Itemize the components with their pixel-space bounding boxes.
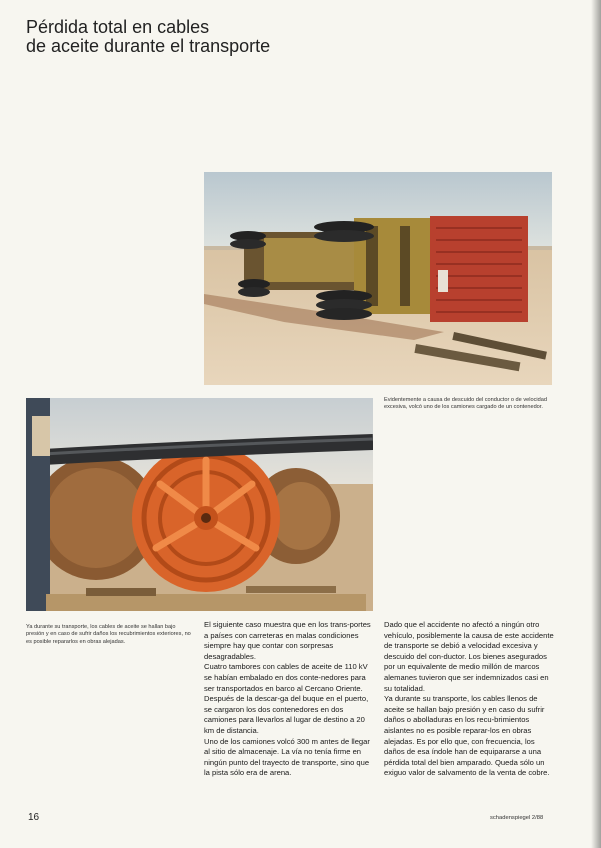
truck-photo-caption: Evidentemente a causa de descuido del conductor o de velocidad excesiva, volcó uno de los camiones cargado de un contenedor. (384, 397, 547, 411)
overturned-truck-photo (204, 172, 552, 385)
cable-drums-photo (26, 398, 373, 611)
body-column-1 (204, 620, 374, 779)
page-number: 16 (28, 812, 40, 823)
page-title (26, 18, 386, 56)
drums-photo-caption: Ya durante su transporte, los cables de aceite se hallan bajo presión y en caso de sufrir daños los recubrimientos exteriores, no es posible repararlos en obras alejadas. (26, 624, 191, 645)
title-line-2: de aceite durante el transporte (26, 36, 271, 56)
page-edge-shadow (591, 0, 601, 848)
body-column-2 (384, 620, 554, 779)
footer-source: schadenspiegel 2/88 (490, 815, 544, 821)
paragraph: Cuatro tambores con cables de aceite de 110 kV se habían embalado en dos conte-nedores para ser transportados en barco al Cercano Oriente. Después de la descar-ga del buque en el puerto, se cargaron los dos contenedores en dos camiones para llevarlos al lugar de destino a 20 km de distancia. (204, 662, 369, 735)
paragraph: El siguiente caso muestra que en los trans-portes a países con carreteras en malas condiciones siempre hay que contar con sorpresas desagradables. (204, 620, 371, 661)
paragraph: Ya durante su transporte, los cables llenos de aceite se hallan bajo presión y en caso du sufrir daños o abolladuras en los recu-brimientos aislantes no es posible reparar-los en obras alejadas. Es por ello que, con frecuencia, los daños de esa índole han de equipararse a una pérdida total del bien amparado. Queda sólo un exiguo valor de salvamento de la venta de cobre. (384, 694, 550, 778)
paragraph: Dado que el accidente no afectó a ningún otro vehículo, posiblemente la causa de este accidente de transporte se debió a velocidad excesiva y descuido del con-ductor. Los bienes asegurados por un equivalente de medio millón de marcos alemanes tuvieron que ser indemnizados casi en su totalidad. (384, 620, 554, 693)
paragraph: Uno de los camiones volcó 300 m antes de llegar al sitio de almacenaje. La vía no tenía firme en ningún punto del trayecto de transporte, sino que la pista sólo era de arena. (204, 736, 370, 778)
title-line-1: Pérdida total en cables (26, 17, 210, 37)
